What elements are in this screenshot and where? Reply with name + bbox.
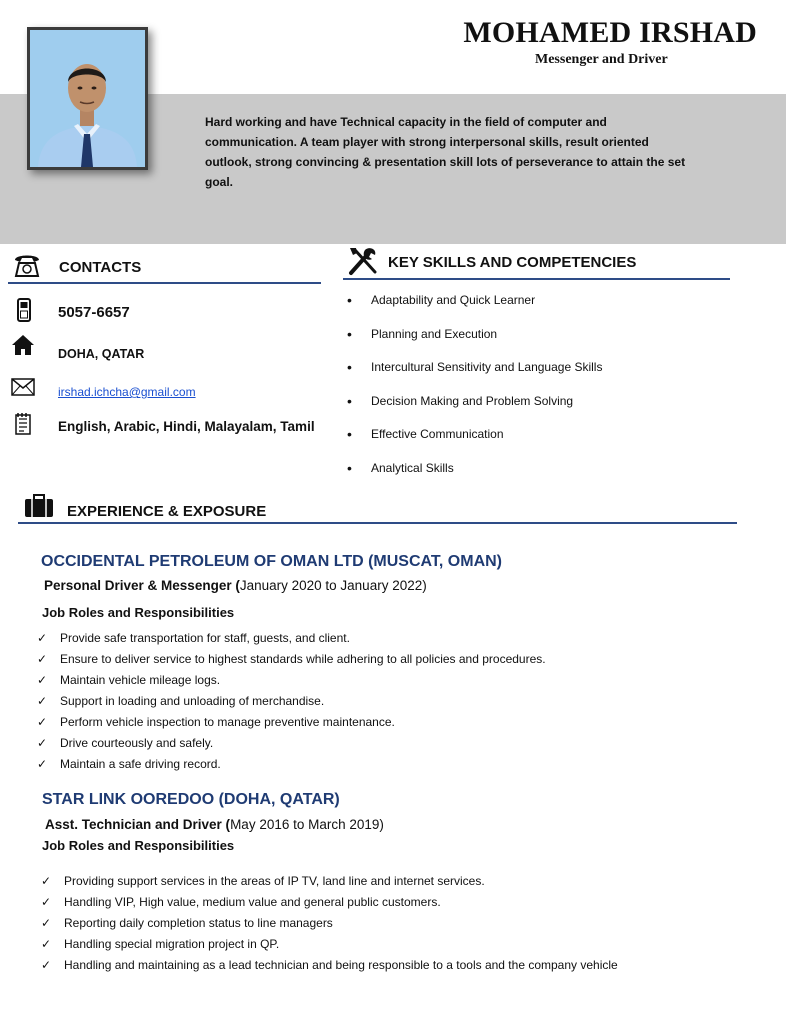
list-item: • Planning and Execution [345,325,602,359]
job-responsibilities-title: Job Roles and Responsibilities [42,605,235,620]
job-position-title: Personal Driver & Messenger ( [44,578,240,593]
list-item: • Decision Making and Problem Solving [345,392,602,426]
list-item: ✓ Drive courteously and safely. [37,733,546,754]
list-item: ✓ Handling and maintaining as a lead technician and being responsible to a tools and the company vehicle [41,955,618,976]
contacts-title: CONTACTS [59,259,142,276]
home-icon [11,334,35,361]
list-item: ✓ Handling VIP, High value, medium value and general public customers. [41,892,618,913]
tools-icon [347,246,379,281]
list-item: ✓ Perform vehicle inspection to manage preventive maintenance. [37,712,546,733]
contacts-rule [8,282,321,284]
job-position [44,578,427,593]
telephone-icon [12,252,42,283]
job-position-title: Asst. Technician and Driver ( [45,817,231,832]
list-item: ✓ Providing support services in the areas of IP TV, land line and internet services. [41,871,618,892]
contact-location: DOHA, QATAR [58,347,145,361]
job-period: May 2016 to March 2019) [230,817,384,832]
candidate-role: Messenger and Driver [535,52,668,67]
briefcase-icon [24,494,54,523]
job-responsibilities-list [37,628,546,775]
mobile-phone-icon [16,297,32,328]
contact-email-link[interactable]: irshad.ichcha@gmail.com [58,385,196,399]
candidate-name: MOHAMED IRSHAD [463,16,757,49]
job-responsibilities-list [41,871,618,976]
list-item: • Intercultural Sensitivity and Language Skills [345,358,602,392]
contact-languages: English, Arabic, Hindi, Malayalam, Tamil [58,419,315,434]
list-item: ✓ Maintain a safe driving record. [37,754,546,775]
job-responsibilities-title: Job Roles and Responsibilities [42,838,235,853]
skills-title: KEY SKILLS AND COMPETENCIES [388,254,637,271]
contact-phone: 5057-6657 [58,304,130,321]
job-period: January 2020 to January 2022) [239,578,427,593]
list-item: ✓ Ensure to deliver service to highest standards while adhering to all policies and procedures. [37,649,546,670]
list-item: ✓ Support in loading and unloading of merchandise. [37,691,546,712]
profile-photo [27,27,148,170]
list-item: • Adaptability and Quick Learner [345,291,602,325]
notepad-icon [14,413,32,440]
job-company: STAR LINK OOREDOO (DOHA, QATAR) [42,791,340,808]
list-item: ✓ Reporting daily completion status to line managers [41,913,618,934]
list-item: ✓ Maintain vehicle mileage logs. [37,670,546,691]
job-position [45,817,384,832]
skills-list [345,291,602,493]
skills-rule [343,278,730,280]
profile-summary: Hard working and have Technical capacity in the field of computer and communication. A team player with strong interpersonal skills, result oriented outlook, strong convincing & presentation skill lots of perseverance to attain the set goal. [205,115,686,189]
list-item: • Effective Communication [345,425,602,459]
list-item: • Analytical Skills [345,459,602,493]
envelope-icon [11,378,35,401]
experience-rule [18,522,737,524]
list-item: ✓ Provide safe transportation for staff, guests, and client. [37,628,546,649]
list-item: ✓ Handling special migration project in QP. [41,934,618,955]
experience-title: EXPERIENCE & EXPOSURE [67,503,267,520]
job-company: OCCIDENTAL PETROLEUM OF OMAN LTD (MUSCAT, OMAN) [41,553,502,570]
